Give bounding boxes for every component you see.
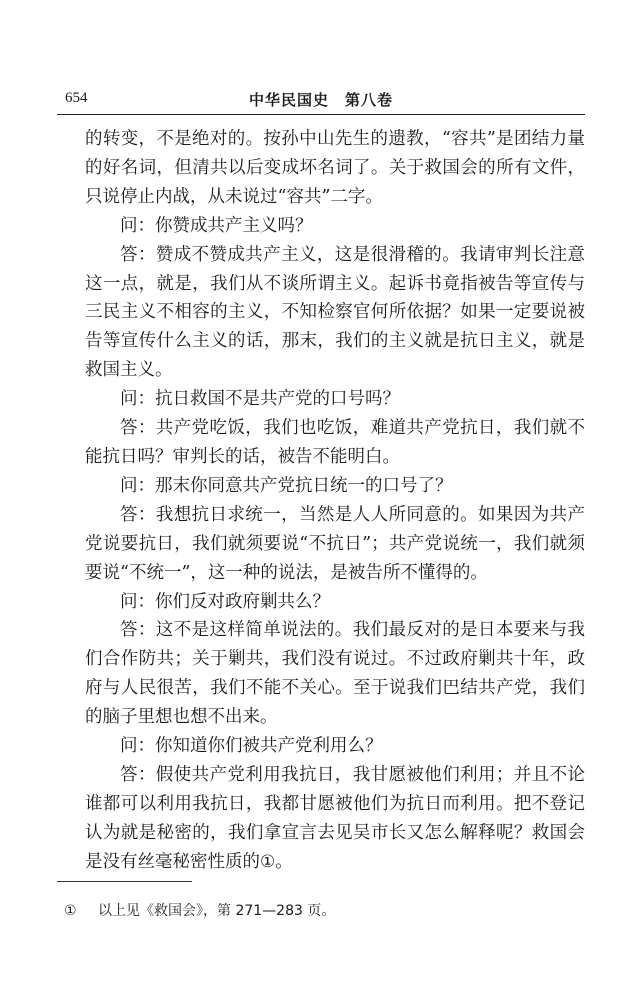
sentence-end: 。 (275, 851, 293, 872)
footnote (64, 900, 335, 920)
page-number: 654 (65, 90, 88, 106)
question-paragraph: 问：那末你同意共产党抗日统一的口号了？ (120, 475, 453, 496)
running-header (57, 86, 585, 112)
question-paragraph: 问：抗日救国不是共产党的口号吗？ (120, 389, 400, 410)
answer-paragraph: 答：这不是这样简单说法的。我们最反对的是日本要来与我们合作防共；关于剿共，我们没有说过。不过政府剿共十年，政府与人民很苦，我们不能不关心。至于说我们巴结共产党，我们的脑子里想也想不出来。 (85, 620, 585, 728)
question-paragraph: 问：你知道你们被共产党利用么？ (120, 736, 383, 757)
question-paragraph: 问：你们反对政府剿共么？ (120, 591, 330, 612)
answer-paragraph-last (85, 761, 585, 877)
footnote-rule (57, 881, 192, 882)
body-text (85, 125, 585, 877)
question-paragraph: 问：你赞成共产主义吗？ (120, 215, 313, 236)
answer-paragraph: 答：共产党吃饭，我们也吃饭，难道共产党抗日，我们就不能抗日吗？审判长的话，被告不能明白。 (85, 418, 585, 467)
header-rule (57, 114, 585, 115)
paragraph-continued: 的转变，不是绝对的。按孙中山先生的遗教，“容共”是团结力量的好名词，但清共以后变成坏名词了。关于救国会的所有文件，只说停止内战，从未说过“容共”二字。 (85, 129, 585, 207)
answer-text: 答：假使共产党利用我抗日，我甘愿被他们利用；并且不论谁都可以利用我抗日，我都甘愿被他们为抗日而利用。把不登记认为就是秘密的，我们拿宣言去见吴市长又怎么解释呢？救国会是没有丝毫秘密性质的 (85, 764, 585, 872)
answer-paragraph: 答：赞成不赞成共产主义，这是很滑稽的。我请审判长注意这一点，就是，我们从不谈所谓主义。起诉书竟指被告等宣传与三民主义不相容的主义，不知检察官何所依据？如果一定要说被告等宣传什么主义的话，那末，我们的主义就是抗日主义，就是救国主义。 (85, 244, 585, 381)
running-title: 中华民国史 第八卷 (248, 91, 393, 109)
footnote-marker: ① (64, 903, 77, 919)
footnote-reference: ① (260, 851, 276, 872)
footnote-text: 以上见《救国会》，第 271—283 页。 (98, 903, 336, 919)
answer-paragraph: 答：我想抗日求统一，当然是人人所同意的。如果因为共产党说要抗日，我们就须要说“不抗日”；共产党说统一，我们就须要说“不统一”，这一种的说法，是被告所不懂得的。 (85, 504, 585, 583)
